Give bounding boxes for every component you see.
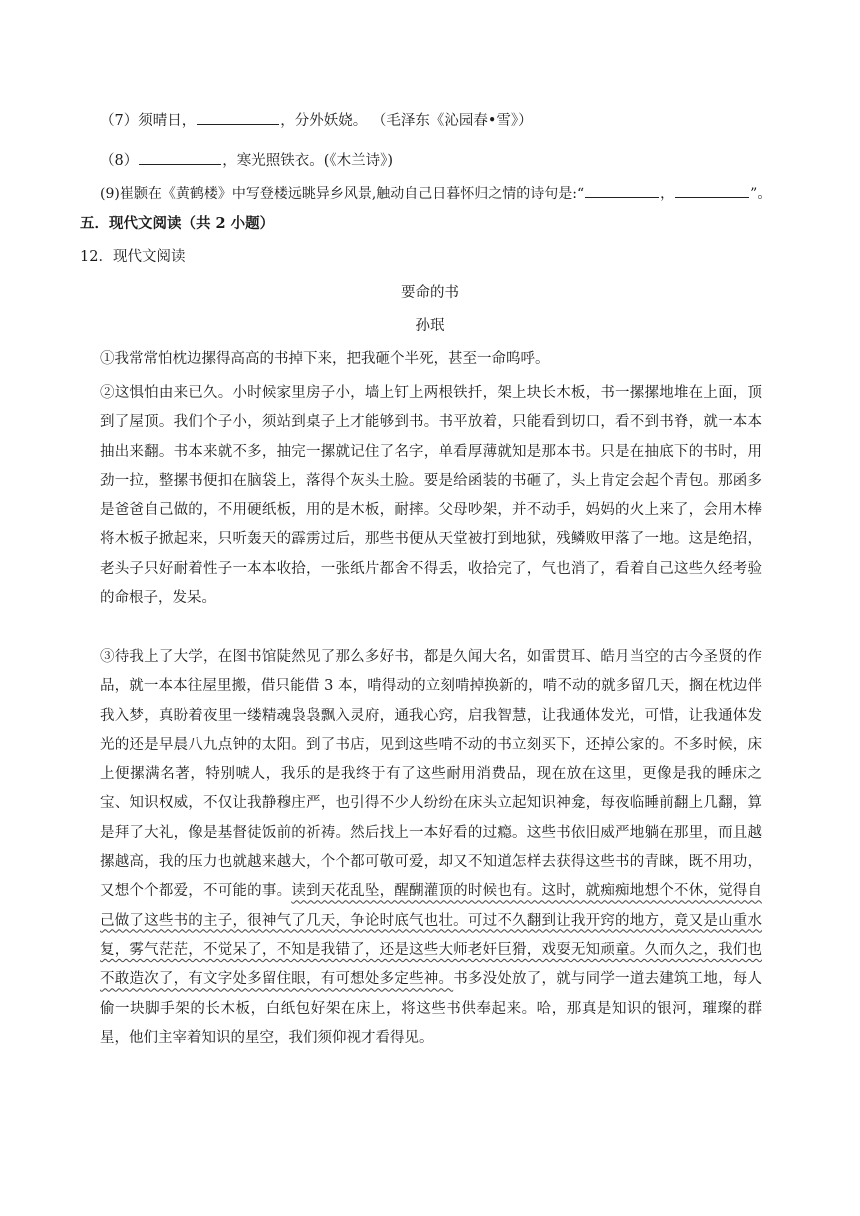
poem-question-7: [100, 108, 533, 131]
article-title: 要命的书: [401, 285, 459, 301]
question-label: 12．现代文阅读: [80, 249, 186, 265]
poem-question-8: [100, 148, 393, 171]
q7-prefix: （7）须晴日，: [100, 113, 197, 129]
article-author: 孙珉: [415, 318, 445, 334]
q7-suffix: ，分外妖娆。 （毛泽东《沁园春•雪》）: [280, 113, 533, 129]
paragraph-3-part-a: ③待我上了大学，在图书馆陡然见了那么多好书，都是久闻大名，如雷贯耳、皓月当空的古今圣贤的作品，就一本本往屋里搬，借只能借 3 本，啃得动的立刻啃掉换新的，啃不动的就多留几天，搁在枕边伴我入梦，真盼着夜里一缕精魂袅袅飘入灵府，通我心窍，启我智慧，让我通体发光，可惜，让我通体发光的还是早晨八九点钟的太阳。到了书店，见到这些啃不动的书立刻买下，还掉公家的。不多时候，床上便摞满名著，特别唬人，我乐的是我终于有了这些耐用消费品，现在放在这里，更像是我的睡床之宝、知识权威，不仅让我静穆庄严，也引得不少人纷纷在床头立起知识神龛，每夜临睡前翻上几翻，算是拜了大礼，像是基督徒饭前的祈祷。然后找上一本好看的过瘾。这些书依旧威严地躺在那里，而且越摞越高，我的压力也就越来越大，个个都可敬可爱，却又不知道怎样去获得这些书的青睐，既不用功，又想个个都爱，不可能的事。: [100, 649, 762, 900]
q9-answer-blank-1[interactable]: [585, 181, 659, 198]
q9-answer-blank-2[interactable]: [675, 181, 749, 198]
q9-comma: ，: [660, 186, 675, 202]
q8-suffix: ，寒光照铁衣。(《木兰诗》): [222, 153, 394, 169]
paragraph-3-underlined: 读到天花乱坠，醒醐灌顶的时候也有。这时，就痴痴地想个不休，觉得自己做了这些书的主子，很神气了几天，争论时底气也壮。可过不久翻到让我开窍的地方，竟又是山重水复，雾气茫茫，不觉呆了，不知是我错了，还是这些大师老奸巨猾，戏耍无知顽童。久而久之，我们也不敢造次了，有文字处多留住眼，有可想处多定些神。: [100, 883, 763, 988]
paragraph-1: ①我常常怕枕边摞得高高的书掉下来，把我砸个半死，甚至一命呜呼。: [100, 351, 550, 367]
section-heading: 五．现代文阅读（共 2 小题）: [80, 215, 275, 232]
q8-prefix: （8）: [100, 153, 139, 169]
paragraph-2: ②这惧怕由来已久。小时候家里房子小，墙上钉上两根铁扦，架上块长木板，书一摞摞地堆在上面，顶到了屋顶。我们个子小，须站到桌子上才能够到书。书平放着，只能看到切口，看不到书脊，就一本本抽出来翻。书本来就不多，抽完一摞就记住了名字，单看厚薄就知是那本书。只是在抽底下的书时，用劲一拉，整摞书便扣在脑袋上，落得个灰头土脸。要是给函装的书砸了，头上肯定会起个青包。那函多是爸爸自己做的，不用硬纸板，用的是木板，耐摔。父母吵架，并不动手，妈妈的火上来了，会用木棒将木板子掀起来，只听轰天的霹雳过后，那些书便从天堂被打到地狱，残鳞败甲落了一地。这是绝招，老头子只好耐着性子一本本收拾，一张纸片都舍不得丢，收拾完了，气也消了，看着自己这些久经考验的命根子，发呆。: [100, 385, 762, 607]
q9-prefix: (9)崔颢在《黄鹤楼》中写登楼远眺异乡风景,触动自己日暮怀归之情的诗句是:“: [100, 186, 585, 202]
paragraph-3: [100, 643, 762, 1053]
paragraph-3-part-b: 书多没处放了，就与同学一道去建筑工地，每人偷一块脚手架的长木板，白纸包好架在床上，将这些书供奉起来。哈，那真是知识的银河，璀璨的群星，他们主宰着知识的星空，我们须仰视才看得见。: [100, 971, 763, 1046]
q7-answer-blank[interactable]: [197, 108, 279, 125]
q9-suffix: ”。: [750, 186, 772, 202]
poem-question-9: [100, 181, 771, 204]
q8-answer-blank[interactable]: [139, 148, 221, 165]
